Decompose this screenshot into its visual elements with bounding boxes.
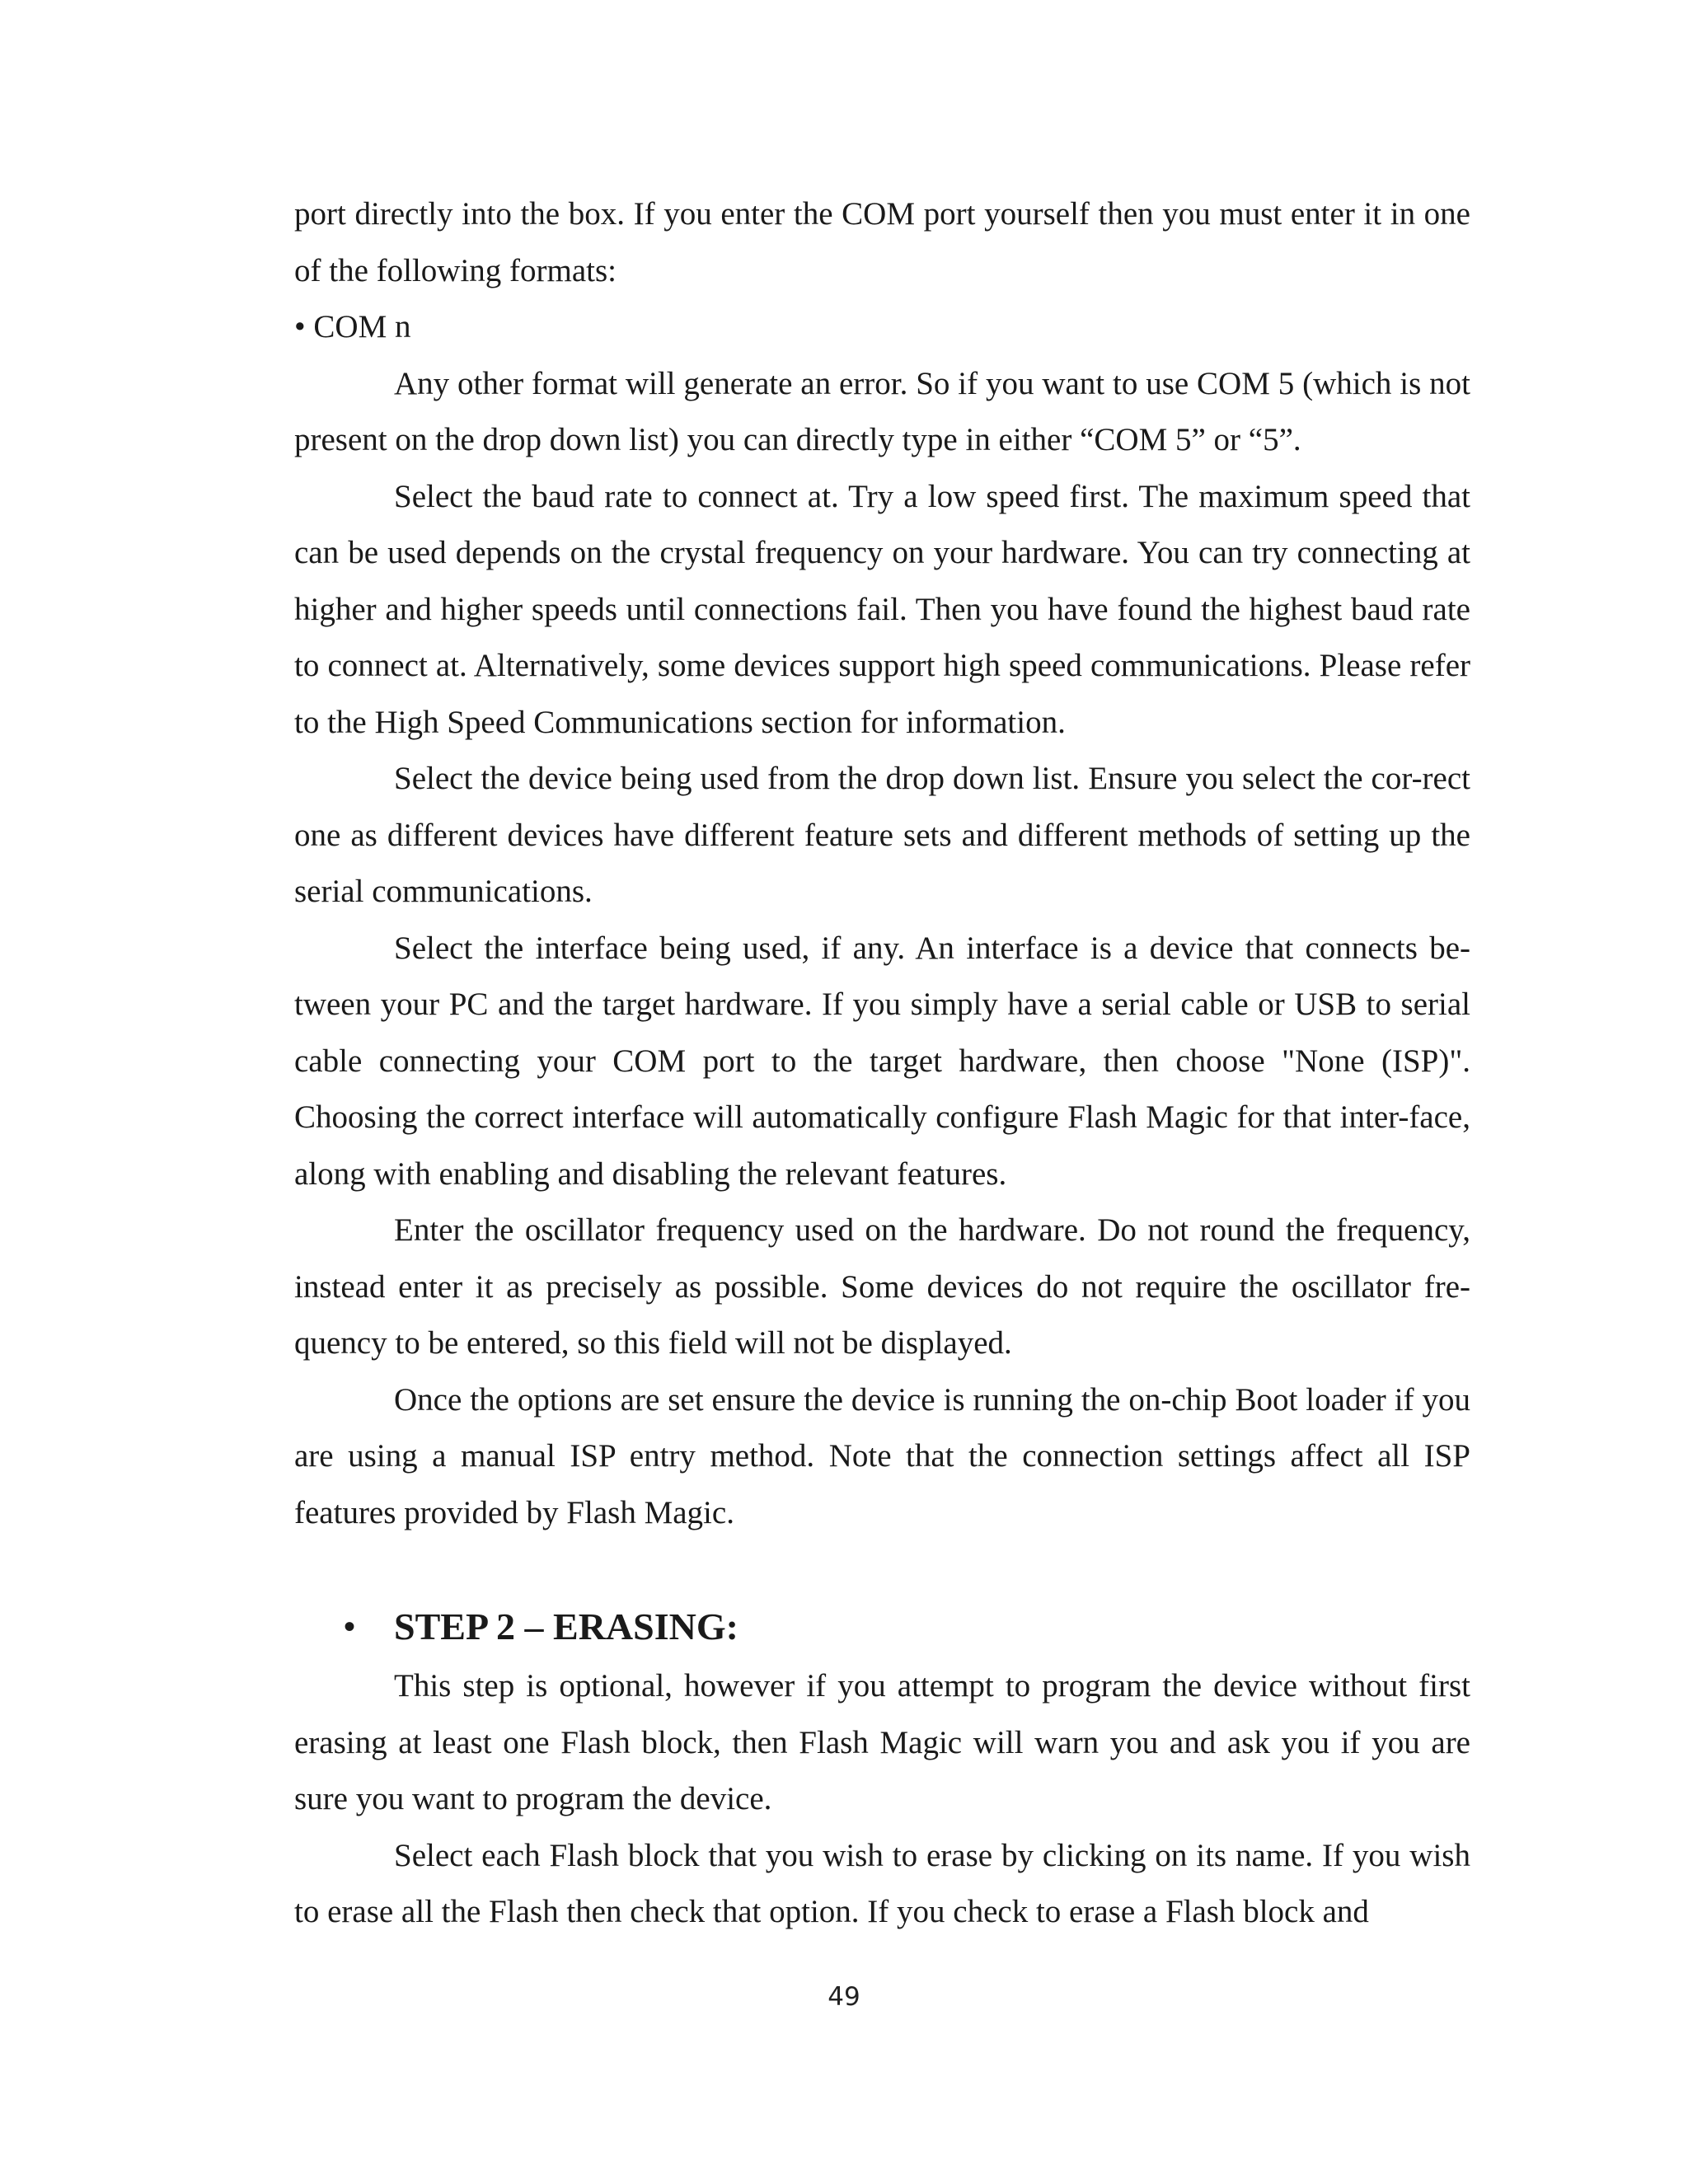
bullet-com-n: • COM n [294, 309, 411, 344]
paragraph-device: Select the device being used from the drop down list. Ensure you select the cor-rect one as different devices have different feature sets and different methods of setting up the serial communications. [294, 761, 1470, 909]
section-heading-step-2 [294, 1596, 1470, 1658]
paragraph-select-flash-block: Select each Flash block that you wish to erase by clicking on its name. If you wish to erase all the Flash then check that option. If you check to erase a Flash block and [294, 1837, 1470, 1929]
paragraph-port-formats: port directly into the box. If you enter the COM port yourself then you must enter it in one of the following formats: [294, 196, 1470, 288]
paragraph-oscillator: Enter the oscillator frequency used on the hardware. Do not round the frequency, instead enter it as precisely as possible. Some devices do not require the oscillator fre-quency to be entered, so this field will not be displayed. [294, 1212, 1470, 1361]
paragraph-baud-rate: Select the baud rate to connect at. Try a low speed first. The maximum speed that can be used depends on the crystal frequency on your hardware. You can try connecting at higher and higher speeds until connections fail. Then you have found the highest baud rate to connect at. Alternatively, some devices support high speed communications. Please refer to the High Speed Communications section for information. [294, 478, 1470, 740]
heading-bullet: • [344, 1608, 356, 1645]
heading-text: STEP 2 – ERASING: [394, 1605, 738, 1647]
paragraph-erase-optional: This step is optional, however if you attempt to program the device without first erasing at least one Flash block, then Flash Magic will warn you and ask you if you are sure you want to program the device. [294, 1668, 1470, 1816]
paragraph-options-set: Once the options are set ensure the device is running the on-chip Boot loader if you are using a manual ISP entry method. Note that the connection settings affect all ISP features provided by Flash Magic. [294, 1381, 1470, 1530]
page-number: 49 [828, 1982, 860, 2012]
document-body [294, 186, 1470, 1941]
paragraph-other-format: Any other format will generate an error. So if you want to use COM 5 (which is not present on the drop down list) you can directly type in either “COM 5” or “5”. [294, 365, 1470, 457]
paragraph-interface: Select the interface being used, if any. An interface is a device that connects be-tween your PC and the target hardware. If you simply have a serial cable or USB to serial cable connecting your COM port to the target hardware, then choose "None (ISP)". Choosing the correct interface will automatically configure Flash Magic for that inter-face, along with enabling and disabling the relevant features. [294, 930, 1470, 1192]
